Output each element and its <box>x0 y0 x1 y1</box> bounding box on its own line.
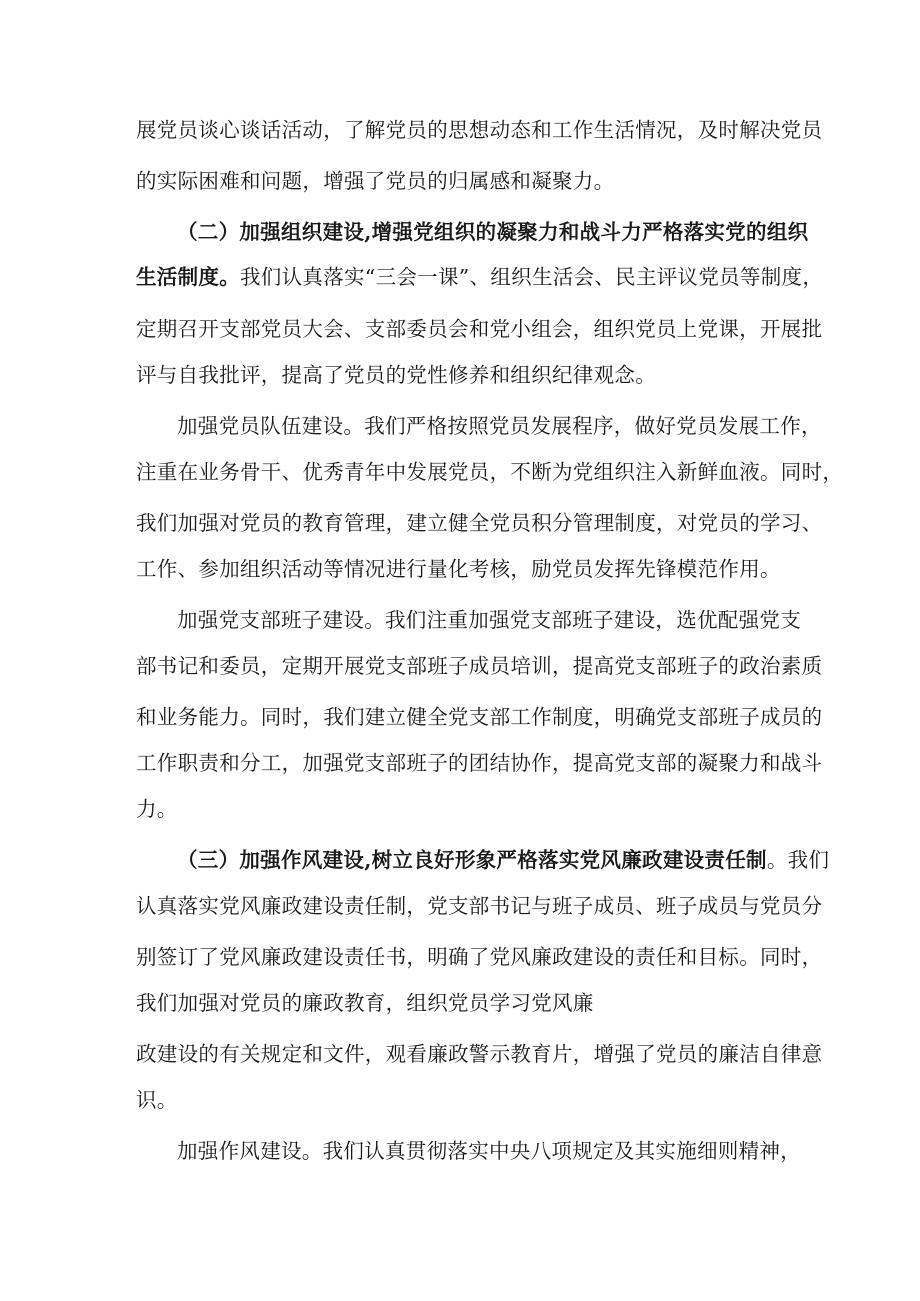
paragraph-line: 力。 <box>136 797 178 821</box>
section-heading-2: （二）加强组织建设,增强党组织的凝聚力和战斗力严格落实党的组织 <box>177 220 809 244</box>
paragraph-line: 我们加强对党员的教育管理，建立健全党员积分管理制度，对党员的学习、 <box>136 511 823 535</box>
paragraph-line: 评与自我批评，提高了党员的党性修养和组织纪律观念。 <box>136 363 656 387</box>
paragraph-line: 加强党员队伍建设。我们严格按照党员发展程序，做好党员发展工作， <box>177 414 822 438</box>
paragraph-text: 我们认真落实“三会一课”、组织生活会、民主评议党员等制度， <box>240 265 824 289</box>
paragraph-line: 展党员谈心谈话活动，了解党员的思想动态和工作生活情况，及时解决党员 <box>136 118 823 142</box>
paragraph-line: 识。 <box>136 1088 178 1112</box>
paragraph-line: 的实际困难和问题，增强了党员的归属感和凝聚力。 <box>136 169 615 193</box>
paragraph-line: 加强作风建设。我们认真贯彻落实中央八项规定及其实施细则精神， <box>177 1139 801 1163</box>
paragraph-line <box>177 846 829 874</box>
paragraph-line: 政建设的有关规定和文件，观看廉政警示教育片，增强了党员的廉洁自律意 <box>136 1042 823 1066</box>
paragraph-line: 定期召开支部党员大会、支部委员会和党小组会，组织党员上党课，开展批 <box>136 317 823 341</box>
paragraph-line: 我们加强对党员的廉政教育，组织党员学习党风廉 <box>136 991 594 1015</box>
paragraph-line: 部书记和委员，定期开展党支部班子成员培训，提高党支部班子的政治素质 <box>136 654 823 678</box>
section-heading-line <box>177 218 809 246</box>
paragraph-line: 注重在业务骨干、优秀青年中发展党员，不断为党组织注入新鲜血液。同时， <box>136 460 844 484</box>
paragraph-line: 工作职责和分工，加强党支部班子的团结协作，提高党支部的凝聚力和战斗 <box>136 751 823 775</box>
section-heading-2-cont: 生活制度。 <box>136 265 240 289</box>
paragraph-line: 加强党支部班子建设。我们注重加强党支部班子建设，选优配强党支 <box>177 608 801 632</box>
paragraph-line <box>136 263 823 291</box>
paragraph-line: 认真落实党风廉政建设责任制，党支部书记与班子成员、班子成员与党员分 <box>136 894 823 918</box>
section-heading-3: （三）加强作风建设,树立良好形象严格落实党风廉政建设责任制 <box>177 848 767 872</box>
paragraph-line: 别签订了党风廉政建设责任书，明确了党风廉政建设的责任和目标。同时， <box>136 945 823 969</box>
paragraph-text: 。我们 <box>766 848 830 872</box>
paragraph-line: 工作、参加组织活动等情况进行量化考核，励党员发挥先锋模范作用。 <box>136 557 781 581</box>
paragraph-line: 和业务能力。同时，我们建立健全党支部工作制度，明确党支部班子成员的 <box>136 705 823 729</box>
